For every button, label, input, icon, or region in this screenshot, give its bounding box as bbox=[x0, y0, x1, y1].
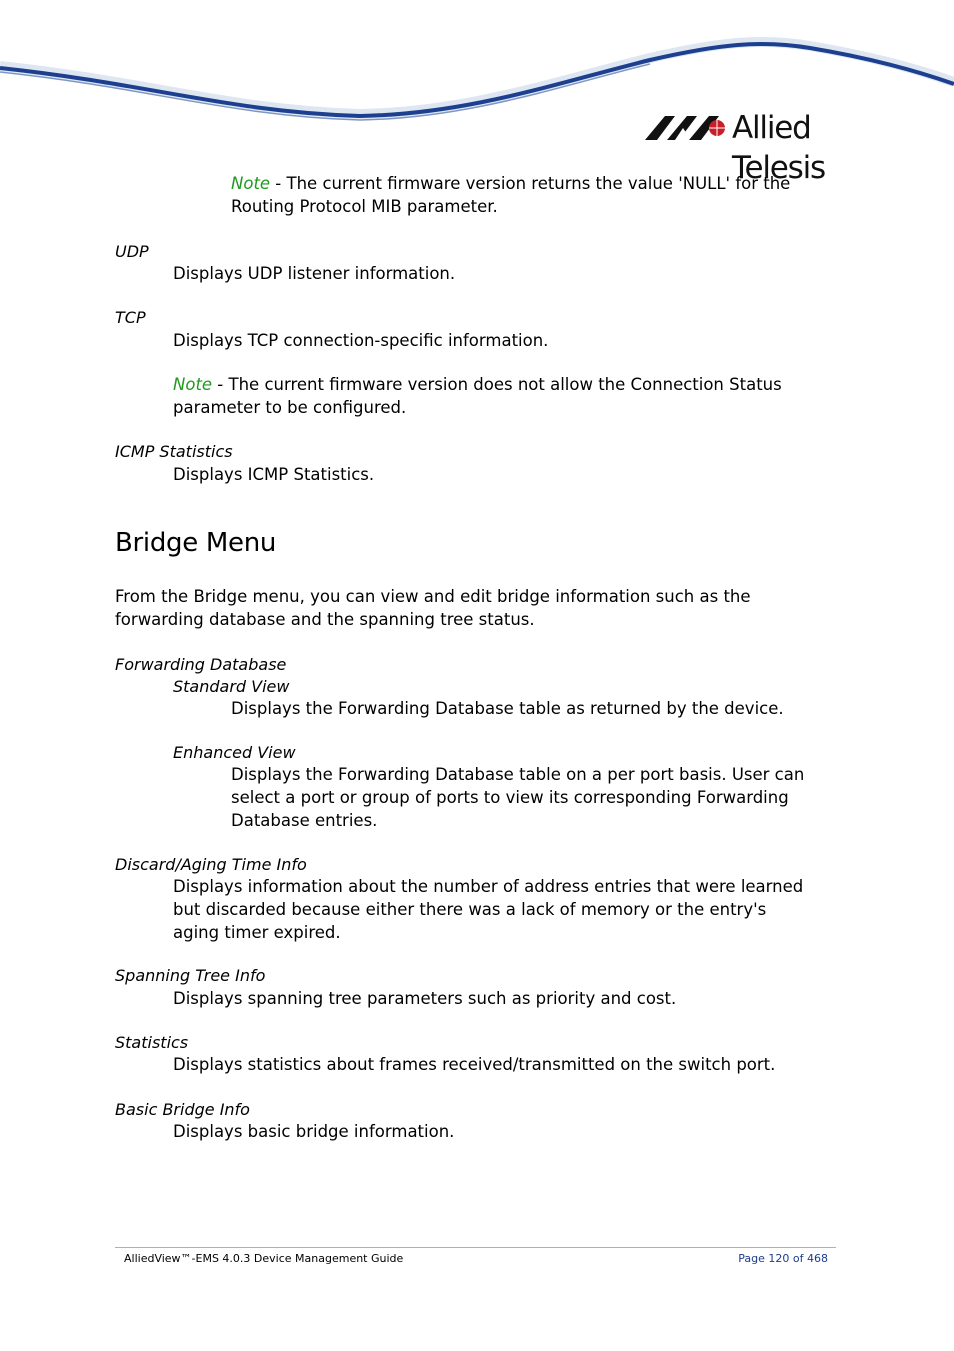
footer-document-title: AlliedView™-EMS 4.0.3 Device Management Guide bbox=[124, 1252, 404, 1265]
note-routing-protocol bbox=[231, 172, 811, 218]
section-title: Bridge Menu bbox=[115, 528, 277, 558]
desc-icmp-statistics: Displays ICMP Statistics. bbox=[173, 465, 375, 484]
desc-statistics: Displays statistics about frames received/transmitted on the switch port. bbox=[173, 1055, 776, 1074]
desc-udp: Displays UDP listener information. bbox=[173, 264, 456, 283]
term-forwarding-database: Forwarding Database bbox=[115, 655, 287, 674]
term-basic-bridge-info: Basic Bridge Info bbox=[115, 1100, 250, 1119]
note-connection-status bbox=[173, 373, 783, 419]
term-tcp: TCP bbox=[115, 308, 146, 327]
logo-mark-icon bbox=[645, 108, 729, 148]
desc-standard-view: Displays the Forwarding Database table as returned by the device. bbox=[231, 699, 784, 718]
footer-page-number: Page 120 of 468 bbox=[738, 1252, 828, 1265]
note-text: - The current firmware version returns the value 'NULL' for the Routing Protocol MIB parameter. bbox=[231, 174, 791, 216]
term-statistics: Statistics bbox=[115, 1033, 189, 1052]
note-label: Note bbox=[231, 174, 271, 193]
note-label: Note bbox=[173, 375, 213, 394]
desc-spanning-tree-info: Displays spanning tree parameters such as priority and cost. bbox=[173, 989, 677, 1008]
footer-divider bbox=[115, 1247, 836, 1248]
term-standard-view: Standard View bbox=[173, 677, 290, 696]
desc-basic-bridge-info: Displays basic bridge information. bbox=[173, 1122, 455, 1141]
term-udp: UDP bbox=[115, 242, 149, 261]
term-enhanced-view: Enhanced View bbox=[173, 743, 296, 762]
term-spanning-tree-info: Spanning Tree Info bbox=[115, 966, 266, 985]
desc-tcp: Displays TCP connection-specific information. bbox=[173, 331, 549, 350]
desc-enhanced-view: Displays the Forwarding Database table on a per port basis. User can select a port or group of ports to view its corresponding Forwarding Database entries. bbox=[231, 765, 805, 830]
desc-discard-aging-time-info: Displays information about the number of address entries that were learned but discarded because either there was a lack of memory or the entry's aging timer expired. bbox=[173, 877, 804, 942]
intro-paragraph: From the Bridge menu, you can view and edit bridge information such as the forwarding database and the spanning tree status. bbox=[115, 587, 751, 629]
term-icmp-statistics: ICMP Statistics bbox=[115, 442, 233, 461]
allied-telesis-logo bbox=[645, 108, 905, 186]
note-text: - The current firmware version does not allow the Connection Status parameter to be configured. bbox=[173, 375, 782, 417]
term-discard-aging-time-info: Discard/Aging Time Info bbox=[115, 855, 307, 874]
logo-wordmark: Allied Telesis bbox=[732, 110, 825, 186]
